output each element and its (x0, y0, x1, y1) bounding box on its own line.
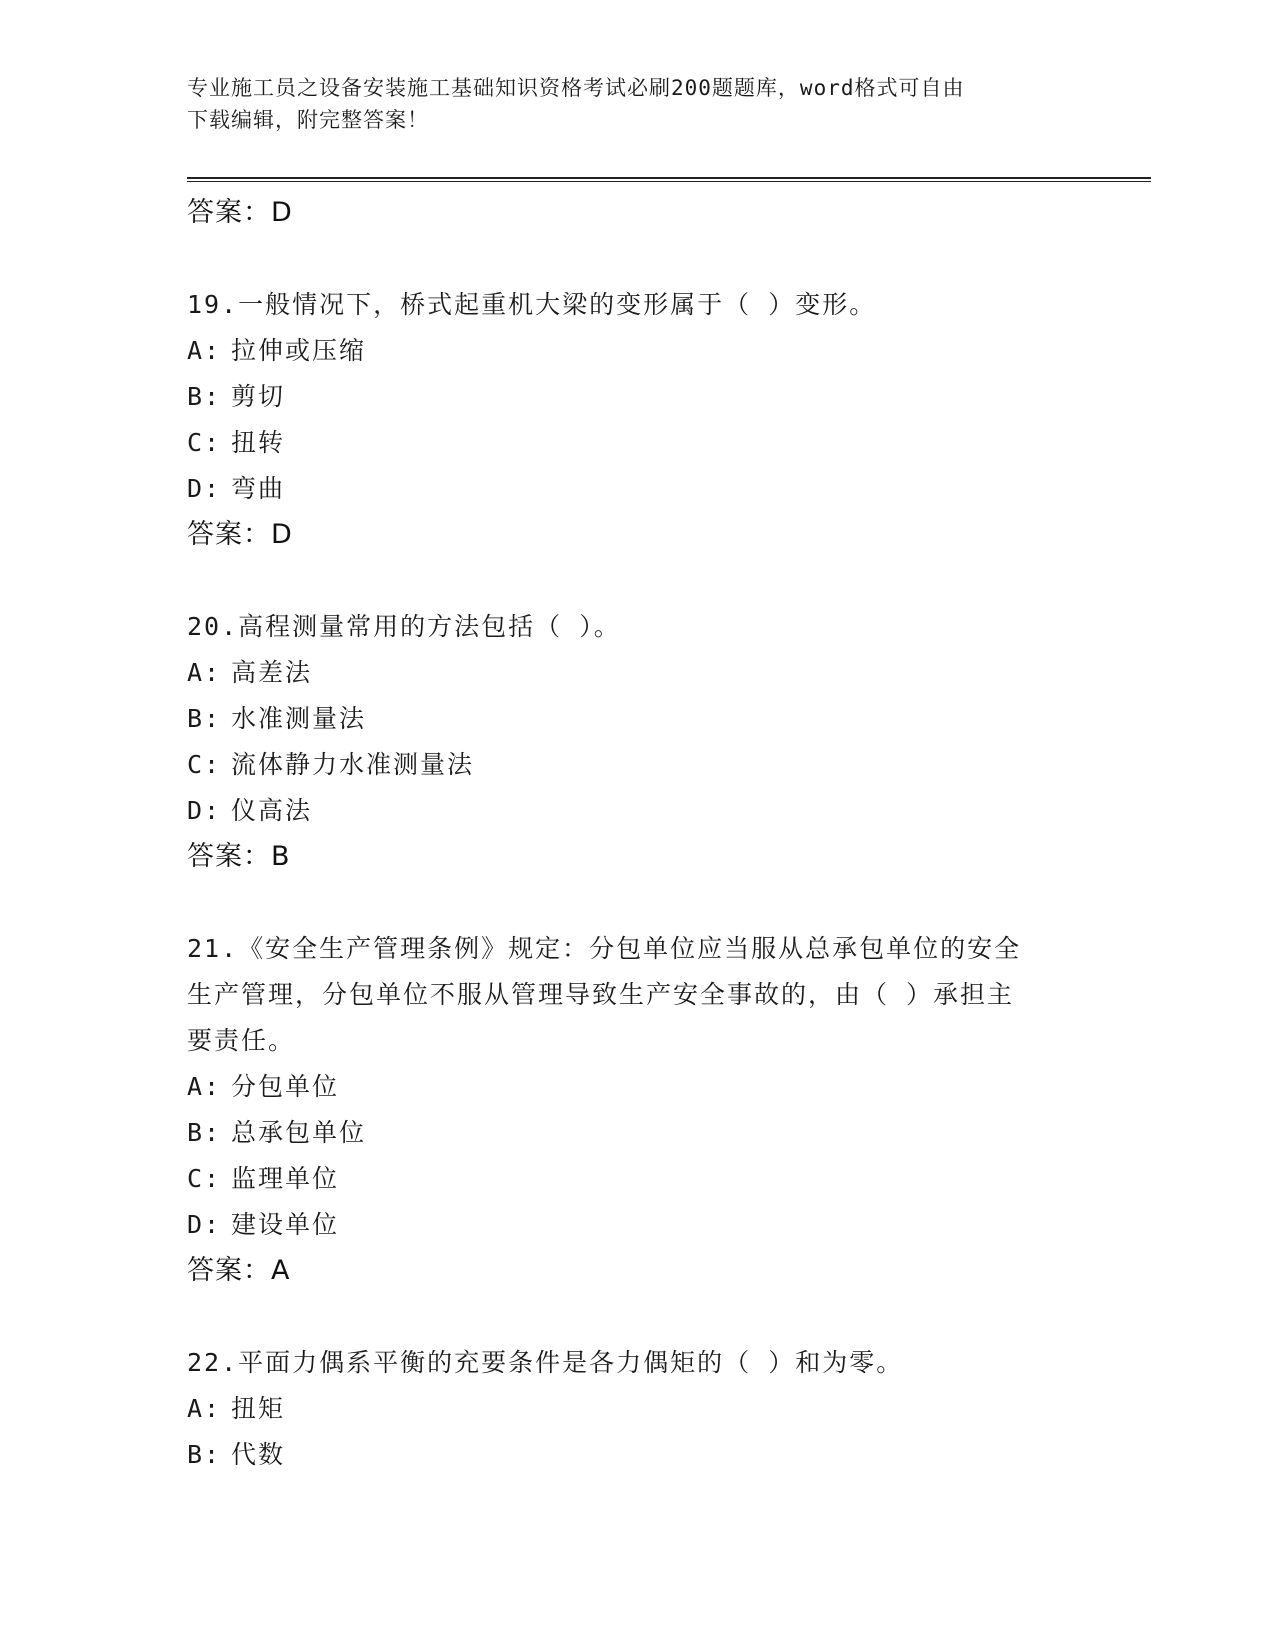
question-block (187, 926, 1087, 1294)
option-c (187, 420, 1087, 466)
header-title-line-2: 下载编辑，附完整答案！ (187, 108, 429, 132)
header-title-line-1: 专业施工员之设备安装施工基础知识资格考试必刷200题题库，word格式可自由 (187, 76, 965, 100)
answer-line: 答案：B (187, 841, 291, 872)
option-a (187, 1064, 1087, 1110)
question-block (187, 604, 1087, 880)
question-block (187, 1340, 1087, 1478)
option-text: 高差法 (231, 658, 313, 687)
option-a (187, 1386, 1087, 1432)
option-d (187, 788, 1087, 834)
option-letter: D: (187, 474, 222, 503)
page-header (187, 72, 1067, 136)
option-letter: C: (187, 1164, 222, 1193)
option-letter: B: (187, 382, 222, 411)
option-letter: B: (187, 1440, 222, 1469)
question-text: 20.高程测量常用的方法包括（ ）。 (187, 612, 621, 641)
option-letter: D: (187, 1210, 222, 1239)
answer-line: 答案：D (187, 197, 293, 228)
option-letter: A: (187, 1394, 222, 1423)
option-text: 分包单位 (231, 1072, 340, 1101)
option-text: 代数 (231, 1440, 286, 1469)
option-c (187, 1156, 1087, 1202)
option-b (187, 374, 1087, 420)
answer-line: 答案：A (187, 1255, 291, 1286)
option-letter: A: (187, 658, 222, 687)
option-a (187, 328, 1087, 374)
option-text: 拉伸或压缩 (231, 336, 367, 365)
option-text: 扭转 (231, 428, 286, 457)
option-text: 扭矩 (231, 1394, 286, 1423)
option-letter: B: (187, 704, 222, 733)
option-text: 弯曲 (231, 474, 286, 503)
document-body (187, 190, 1087, 1478)
question-text: 19.一般情况下，桥式起重机大梁的变形属于（ ）变形。 (187, 290, 877, 319)
option-text: 剪切 (231, 382, 286, 411)
question-text-line-2: 生产管理，分包单位不服从管理导致生产安全事故的，由（ ）承担主 (187, 980, 1015, 1009)
option-text: 仪高法 (231, 796, 313, 825)
option-text: 建设单位 (231, 1210, 340, 1239)
option-letter: A: (187, 336, 222, 365)
question-block (187, 282, 1087, 558)
option-b (187, 1110, 1087, 1156)
option-letter: A: (187, 1072, 222, 1101)
option-letter: B: (187, 1118, 222, 1147)
option-c (187, 742, 1087, 788)
option-d (187, 1202, 1087, 1248)
question-text: 22.平面力偶系平衡的充要条件是各力偶矩的（ ）和为零。 (187, 1348, 904, 1377)
option-d (187, 466, 1087, 512)
option-letter: C: (187, 750, 222, 779)
option-b (187, 1432, 1087, 1478)
option-text: 流体静力水准测量法 (231, 750, 475, 779)
header-divider (187, 177, 1151, 182)
spacer (187, 1294, 1087, 1340)
question-text-line-1: 21.《安全生产管理条例》规定：分包单位应当服从总承包单位的安全 (187, 934, 1022, 963)
option-letter: D: (187, 796, 222, 825)
option-text: 水准测量法 (231, 704, 367, 733)
spacer (187, 558, 1087, 604)
spacer (187, 880, 1087, 926)
option-letter: C: (187, 428, 222, 457)
answer-line: 答案：D (187, 519, 293, 550)
option-a (187, 650, 1087, 696)
spacer (187, 236, 1087, 282)
option-text: 总承包单位 (231, 1118, 367, 1147)
question-text-line-3: 要责任。 (187, 1026, 296, 1055)
option-text: 监理单位 (231, 1164, 340, 1193)
option-b (187, 696, 1087, 742)
